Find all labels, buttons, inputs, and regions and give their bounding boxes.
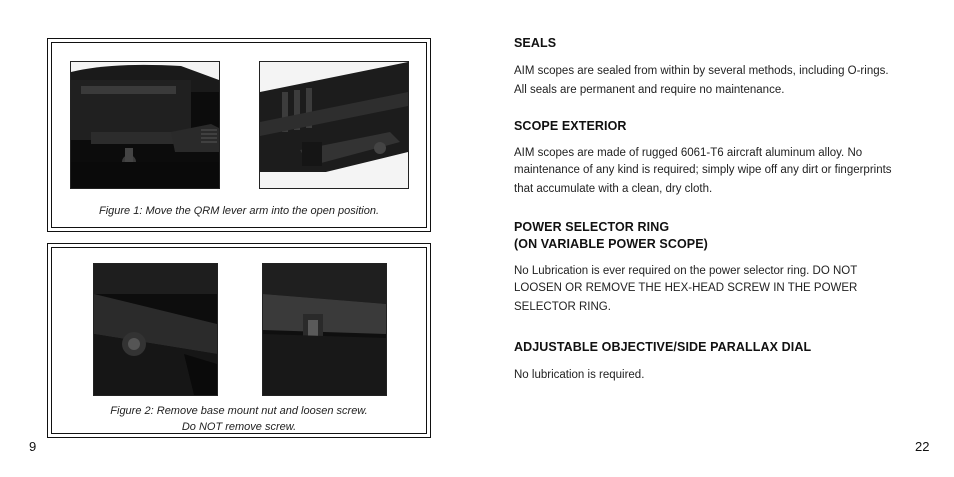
heading-line: (ON VARIABLE POWER SCOPE) (514, 237, 708, 251)
section-seals (514, 35, 924, 100)
figure-1-photo-left (70, 61, 220, 189)
section-scope-exterior (514, 118, 924, 198)
figure-2-caption-line-2: Do NOT remove screw. (181, 421, 297, 433)
section-heading: SCOPE EXTERIOR (514, 119, 627, 133)
body-line: maintenance of any kind is required; simply wipe off any dirt or fingerprints (514, 164, 892, 176)
section-heading: ADJUSTABLE OBJECTIVE/SIDE PARALLAX DIAL (514, 340, 812, 354)
body-line: All seals are permanent and require no maintenance. (514, 84, 785, 96)
body-line: AIM scopes are sealed from within by several methods, including O-rings. (514, 65, 889, 77)
section-heading (514, 219, 924, 253)
body-line: No lubrication is required. (514, 369, 645, 381)
section-body (514, 263, 924, 316)
body-line: LOOSEN OR REMOVE THE HEX-HEAD SCREW IN THE POWER (514, 282, 858, 294)
body-line: that accumulate with a clean, dry cloth. (514, 183, 713, 195)
section-body (514, 62, 924, 100)
figure-2-photo-right (262, 263, 387, 396)
section-power-selector-ring (514, 219, 924, 316)
section-adjustable-objective (514, 339, 924, 385)
body-line: No Lubrication is ever required on the power selector ring. DO NOT (514, 265, 858, 277)
section-heading: SEALS (514, 36, 557, 50)
section-body (514, 145, 924, 198)
body-line: SELECTOR RING. (514, 301, 611, 313)
figure-2-caption-line-1: Figure 2: Remove base mount nut and loosen screw. (110, 405, 368, 417)
figure-1-photo-right (259, 61, 409, 189)
figure-1-frame (47, 38, 431, 232)
body-line: AIM scopes are made of rugged 6061-T6 aircraft aluminum alloy. No (514, 147, 863, 159)
figure-1-caption: Figure 1: Move the QRM lever arm into the open position. (98, 205, 380, 217)
section-body (514, 366, 924, 385)
figure-2-photo-left (93, 263, 218, 396)
right-page-number: 22 (915, 439, 930, 454)
figure-2-frame (47, 243, 431, 438)
heading-line: POWER SELECTOR RING (514, 220, 670, 234)
left-page-number: 9 (29, 439, 37, 454)
